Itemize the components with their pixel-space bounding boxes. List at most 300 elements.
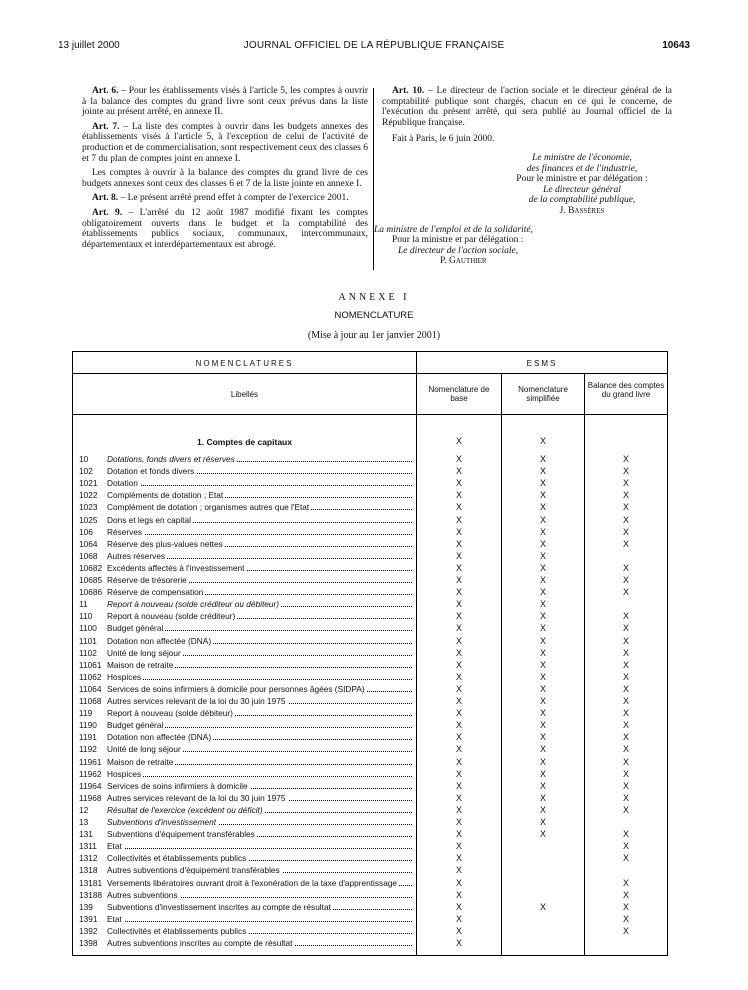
account-label-cell xyxy=(107,610,412,622)
fait-line: Fait à Paris, le 6 juin 2000. xyxy=(392,134,495,145)
annex-date: (Mise à jour au 1er janvier 2001) xyxy=(307,330,441,341)
account-code: 11064 xyxy=(79,683,102,694)
mark-x: X xyxy=(455,913,462,924)
account-label-cell xyxy=(107,598,412,610)
account-code: 1392 xyxy=(79,925,98,936)
table-row xyxy=(73,501,669,513)
table-row xyxy=(73,816,669,828)
account-code: 1318 xyxy=(79,865,98,876)
account-code: 1100 xyxy=(79,623,97,634)
mark-x: X xyxy=(455,792,462,803)
mark-x: X xyxy=(455,853,462,864)
mark-x: X xyxy=(539,732,546,743)
account-label-cell xyxy=(107,743,412,755)
article-label: Art. 9. xyxy=(92,207,123,218)
mark-x: X xyxy=(539,526,546,537)
account-label-cell xyxy=(107,707,412,719)
header-page-number: 10643 xyxy=(662,40,690,51)
mark-x: X xyxy=(622,732,629,743)
mark-x: X xyxy=(539,817,546,827)
table-row xyxy=(73,913,669,925)
nomenclature-table xyxy=(72,351,668,956)
mark-x: X xyxy=(455,436,462,446)
mark-x: X xyxy=(455,696,462,706)
mark-x: X xyxy=(622,925,629,936)
article-label: Art. 8. xyxy=(92,193,119,204)
mark-x: X xyxy=(455,490,462,501)
mark-x: X xyxy=(622,853,629,864)
table-row xyxy=(73,877,669,889)
account-label-cell xyxy=(107,852,412,864)
table-row xyxy=(73,671,669,683)
account-code: 11961 xyxy=(79,756,102,767)
article-paragraph xyxy=(82,122,368,164)
account-label: Dotation non affectée (DNA) xyxy=(107,732,212,743)
account-code: 106 xyxy=(79,526,93,537)
account-code: 1191 xyxy=(79,732,97,743)
table-row xyxy=(73,695,669,707)
table-row xyxy=(73,889,669,901)
account-label: Dotation xyxy=(107,478,138,489)
mark-x: X xyxy=(455,599,462,610)
table-row xyxy=(73,804,669,816)
signature-block-economy xyxy=(492,153,672,217)
account-label: Subventions d'investissement xyxy=(107,817,217,827)
account-label: Autres subventions inscrites au compte de résultat xyxy=(107,938,293,948)
account-code: 110 xyxy=(79,611,93,622)
mark-x: X xyxy=(622,514,629,525)
mark-x: X xyxy=(455,575,462,585)
account-code: 1068 xyxy=(79,550,98,561)
account-label: Report à nouveau (solde débiteur) xyxy=(107,708,233,719)
account-label: Budget général xyxy=(107,720,164,731)
account-label-cell xyxy=(107,901,412,913)
mark-x: X xyxy=(539,635,546,646)
account-label-cell xyxy=(107,635,412,647)
table-row xyxy=(73,901,669,913)
account-label-cell xyxy=(107,937,412,949)
account-label-cell xyxy=(107,659,412,671)
account-label: Complément de dotation ; organismes autres que l'Etat xyxy=(107,502,310,513)
mark-x: X xyxy=(539,599,546,610)
mark-x: X xyxy=(539,490,546,501)
table-row xyxy=(73,489,669,501)
account-code: 1190 xyxy=(79,720,97,731)
header-title: JOURNAL OFFICIEL DE LA RÉPUBLIQUE FRANÇAISE xyxy=(243,40,505,51)
mark-x: X xyxy=(622,478,629,489)
account-label-cell xyxy=(107,792,412,804)
mark-x: X xyxy=(455,454,462,464)
table-row xyxy=(73,840,669,852)
mark-x: X xyxy=(539,575,546,585)
table-row xyxy=(73,743,669,755)
account-label-cell xyxy=(107,756,412,768)
article-paragraph xyxy=(82,168,368,189)
mark-x: X xyxy=(455,865,462,876)
mark-x: X xyxy=(622,538,629,549)
account-code: 131 xyxy=(79,829,93,840)
account-code: 12 xyxy=(79,804,89,815)
dot-leader xyxy=(107,534,412,535)
account-code: 1312 xyxy=(79,853,98,864)
signature-line: Pour la ministre et par délégation : xyxy=(392,235,524,246)
account-label-cell xyxy=(107,538,412,550)
table-row xyxy=(73,659,669,671)
header-divider xyxy=(73,373,667,374)
article-label: Art. 6. xyxy=(92,86,119,96)
article-10 xyxy=(382,86,672,128)
signature-line: La ministre de l'emploi et de la solidarité, xyxy=(374,224,533,235)
dot-leader xyxy=(107,848,412,849)
mark-x: X xyxy=(539,744,546,755)
signature-line: Pour le ministre et par délégation : xyxy=(516,174,648,185)
article-text: – Le directeur de l'action sociale et le directeur général de la comptabilité publique sont chargés, chacun en ce qui le concerne, de l'exécution du présent arrêté, qui sera publié au Journal officiel de la République française. xyxy=(382,86,672,128)
table-row xyxy=(73,780,669,792)
mark-x: X xyxy=(539,659,546,670)
account-label: Hospices xyxy=(107,768,142,779)
mark-x: X xyxy=(622,792,629,803)
dot-leader xyxy=(107,679,412,680)
account-label: Dotation et fonds divers xyxy=(107,466,195,477)
mark-x: X xyxy=(622,780,629,791)
table-row xyxy=(73,635,669,647)
mark-x: X xyxy=(455,841,462,852)
account-label: Report à nouveau (solde créditeur) xyxy=(107,611,236,622)
header-base: Nomenclature de base xyxy=(428,385,490,403)
account-label-cell xyxy=(107,622,412,634)
mark-x: X xyxy=(622,575,629,585)
mark-x: X xyxy=(539,587,546,598)
account-label: Autres services relevant de la loi du 30 juin 1975 xyxy=(107,696,286,706)
account-label: Services de soins infirmiers à domicile pour personnes âgées (SIDPA) xyxy=(107,683,365,694)
account-label: Maison de retraite xyxy=(107,659,174,670)
account-code: 1064 xyxy=(79,538,98,549)
header-date: 13 juillet 2000 xyxy=(58,40,120,51)
account-code: 13188 xyxy=(79,889,103,900)
account-code: 1391 xyxy=(79,913,98,924)
table-row xyxy=(73,852,669,864)
header-divider xyxy=(73,414,667,415)
account-label-cell xyxy=(107,877,412,889)
mark-x: X xyxy=(622,720,629,731)
account-code: 10 xyxy=(79,454,89,464)
account-label-cell xyxy=(107,574,412,586)
table-row xyxy=(73,574,669,586)
article-text: – Pour les établissements visés à l'article 5, les comptes à ouvrir à la balance des comptes du grand livre sont ceux prévus dans la liste jointe au présent arrêté, en annexe II. xyxy=(82,86,368,118)
mark-x: X xyxy=(622,659,629,670)
mark-x: X xyxy=(622,526,629,537)
account-code: 11962 xyxy=(79,768,102,779)
account-label: Réserve de compensation xyxy=(107,587,204,598)
dot-leader xyxy=(107,485,412,486)
mark-x: X xyxy=(455,780,462,791)
account-label-cell xyxy=(107,768,412,780)
signature-line: P. Gauthier xyxy=(440,256,487,267)
account-label-cell xyxy=(107,501,412,513)
mark-x: X xyxy=(622,490,629,501)
account-label-cell xyxy=(107,465,412,477)
account-label-cell xyxy=(107,671,412,683)
account-label: Autres services relevant de la loi du 30 juin 1975 xyxy=(107,792,286,803)
account-code: 119 xyxy=(79,708,93,719)
mark-x: X xyxy=(622,804,629,815)
mark-x: X xyxy=(622,623,629,634)
table-row xyxy=(73,610,669,622)
mark-x: X xyxy=(455,708,462,719)
mark-x: X xyxy=(539,611,546,622)
header-balance: Balance des comptes du grand livre xyxy=(587,381,665,399)
mark-x: X xyxy=(455,889,462,900)
table-row xyxy=(73,622,669,634)
mark-x: X xyxy=(539,683,546,694)
mark-x: X xyxy=(539,478,546,489)
header-esms: ESMS xyxy=(526,359,558,368)
account-code: 139 xyxy=(79,901,93,912)
account-label: Collectivités et établissements publics xyxy=(107,853,247,864)
dot-leader xyxy=(107,921,412,922)
table-row xyxy=(73,707,669,719)
mark-x: X xyxy=(622,454,629,464)
mark-x: X xyxy=(622,877,629,888)
table-row xyxy=(73,925,669,937)
mark-x: X xyxy=(455,817,462,827)
mark-x: X xyxy=(539,436,546,446)
mark-x: X xyxy=(455,562,462,573)
mark-x: X xyxy=(455,925,462,936)
mark-x: X xyxy=(455,756,462,767)
mark-x: X xyxy=(539,756,546,767)
header-simplifiee: Nomenclature simplifiée xyxy=(518,385,568,403)
article-text: – L'arrêté du 12 août 1987 modifié fixant les comptes obligatoirement ouverts dans le budget et la comptabilité des établissements publics sociaux, communaux, intercommunaux, départementaux et interdépartementaux est abrogé. xyxy=(82,207,369,250)
signature-line: Le directeur de l'action sociale, xyxy=(398,245,519,256)
article-text: Les comptes à ouvrir à la balance des comptes du grand livre de ces budgets annexes sont ceux des classes 6 et 7 de la liste jointe en annexe I. xyxy=(82,168,368,189)
table-row xyxy=(73,792,669,804)
account-code: 11968 xyxy=(79,792,102,803)
account-code: 1101 xyxy=(79,635,97,646)
account-label-cell xyxy=(107,828,412,840)
account-code: 11061 xyxy=(79,659,102,670)
signature-line: J. Bassères xyxy=(559,205,605,216)
mark-x: X xyxy=(455,938,462,948)
account-label-cell xyxy=(107,586,412,598)
mark-x: X xyxy=(539,792,546,803)
mark-x: X xyxy=(622,671,629,682)
account-label-cell xyxy=(107,925,412,937)
account-label: Etat xyxy=(107,841,122,852)
account-label: Dons et legs en capital xyxy=(107,514,191,525)
account-code: 1022 xyxy=(79,490,98,501)
article-paragraph xyxy=(82,86,368,118)
account-code: 10685 xyxy=(79,575,103,585)
account-label-cell xyxy=(107,550,412,562)
account-code: 11964 xyxy=(79,780,102,791)
table-row xyxy=(73,477,669,489)
account-label-cell xyxy=(107,864,412,876)
account-label-cell xyxy=(107,489,412,501)
mark-x: X xyxy=(455,647,462,658)
table-row xyxy=(73,526,669,538)
mark-x: X xyxy=(455,478,462,489)
mark-x: X xyxy=(539,514,546,525)
account-code: 1102 xyxy=(79,647,97,658)
account-label: Excédents affectés à l'investissement xyxy=(107,562,245,573)
mark-x: X xyxy=(622,901,629,912)
table-row xyxy=(73,731,669,743)
table-row xyxy=(73,647,669,659)
table-row xyxy=(73,768,669,780)
table-row xyxy=(73,550,669,562)
mark-x: X xyxy=(539,708,546,719)
account-label-cell xyxy=(107,526,412,538)
mark-x: X xyxy=(539,804,546,815)
mark-x: X xyxy=(622,708,629,719)
account-code: 1021 xyxy=(79,478,98,489)
account-label-cell xyxy=(107,731,412,743)
mark-x: X xyxy=(622,841,629,852)
mark-x: X xyxy=(622,683,629,694)
mark-x: X xyxy=(622,502,629,513)
account-label: Dotation non affectée (DNA) xyxy=(107,635,212,646)
account-code: 11068 xyxy=(79,696,102,706)
account-label-cell xyxy=(107,889,412,901)
mark-x: X xyxy=(622,913,629,924)
article-text: – La liste des comptes à ouvrir dans les budgets annexes des établissements visés à l'article 5, à l'exception de celui de l'activité de production et de commercialisation, sont respectivement ceux des classes 6 et 7 du plan de comptes joint en annexe I. xyxy=(82,121,368,164)
table-row xyxy=(73,598,669,610)
mark-x: X xyxy=(539,466,546,477)
signature-line: des finances et de l'industrie, xyxy=(526,163,638,174)
mark-x: X xyxy=(622,647,629,658)
account-label: Unité de long séjour xyxy=(107,744,181,755)
mark-x: X xyxy=(622,744,629,755)
account-label: Réserves xyxy=(107,526,143,537)
account-code: 10682 xyxy=(79,562,103,573)
mark-x: X xyxy=(539,829,546,840)
account-label-cell xyxy=(107,562,412,574)
mark-x: X xyxy=(455,635,462,646)
table-row xyxy=(73,453,669,465)
mark-x: X xyxy=(455,538,462,549)
mark-x: X xyxy=(539,780,546,791)
account-code: 1311 xyxy=(79,841,97,852)
category-heading: 1. Comptes de capitaux xyxy=(197,437,292,447)
account-code: 13 xyxy=(79,817,89,827)
account-label-cell xyxy=(107,804,412,816)
account-label-cell xyxy=(107,719,412,731)
mark-x: X xyxy=(455,526,462,537)
mark-x: X xyxy=(539,538,546,549)
header-libelles: Libellés xyxy=(230,390,259,399)
mark-x: X xyxy=(622,611,629,622)
mark-x: X xyxy=(539,901,546,912)
account-label: Report à nouveau (solde créditeur ou débiteur) xyxy=(107,599,280,610)
table-row xyxy=(73,937,669,949)
left-column xyxy=(82,86,368,254)
mark-x: X xyxy=(455,720,462,731)
mark-x: X xyxy=(455,514,462,525)
mark-x: X xyxy=(539,550,546,561)
table-row xyxy=(73,562,669,574)
table-row xyxy=(73,514,669,526)
mark-x: X xyxy=(622,587,629,598)
mark-x: X xyxy=(455,732,462,743)
mark-x: X xyxy=(455,466,462,477)
right-column xyxy=(374,86,672,267)
account-label: Maison de retraite xyxy=(107,756,174,767)
mark-x: X xyxy=(455,623,462,634)
mark-x: X xyxy=(539,720,546,731)
account-label: Autres subventions d'équipement transférables xyxy=(107,865,280,876)
table-row xyxy=(73,465,669,477)
table-row xyxy=(73,756,669,768)
annex-subtitle: NOMENCLATURE xyxy=(334,310,414,321)
table-row xyxy=(73,586,669,598)
table-row xyxy=(73,864,669,876)
signature-line: Le ministre de l'économie, xyxy=(532,152,632,163)
mark-x: X xyxy=(622,889,629,900)
account-label: Unité de long séjour xyxy=(107,647,181,658)
account-label-cell xyxy=(107,514,412,526)
mark-x: X xyxy=(539,647,546,658)
account-label-cell xyxy=(107,913,412,925)
account-code: 1025 xyxy=(79,514,98,525)
mark-x: X xyxy=(455,611,462,622)
mark-x: X xyxy=(455,659,462,670)
signature-line: Le directeur général xyxy=(543,184,621,195)
account-label: Résultat de l'exercice (excédent ou déficit) xyxy=(107,804,263,815)
account-code: 13181 xyxy=(79,877,103,888)
article-label: Art. 10. xyxy=(392,86,425,96)
article-text: – Le présent arrêté prend effet à compter de l'exercice 2001. xyxy=(118,193,349,204)
signature-line: de la comptabilité publique, xyxy=(528,195,636,206)
mark-x: X xyxy=(539,454,546,464)
mark-x: X xyxy=(622,768,629,779)
mark-x: X xyxy=(622,696,629,706)
mark-x: X xyxy=(539,623,546,634)
table-row xyxy=(73,538,669,550)
annex-title: ANNEXE I xyxy=(338,292,410,303)
article-label: Art. 7. xyxy=(92,121,120,132)
mark-x: X xyxy=(539,562,546,573)
mark-x: X xyxy=(455,768,462,779)
account-code: 1192 xyxy=(79,744,97,755)
mark-x: X xyxy=(622,635,629,646)
account-label-cell xyxy=(107,780,412,792)
page-header xyxy=(58,40,690,54)
article-paragraph xyxy=(82,208,368,250)
account-label-cell xyxy=(107,683,412,695)
account-label: Compléments de dotation ; Etat xyxy=(107,490,224,501)
mark-x: X xyxy=(539,696,546,706)
mark-x: X xyxy=(622,829,629,840)
table-row xyxy=(73,828,669,840)
account-code: 102 xyxy=(79,466,93,477)
account-label-cell xyxy=(107,477,412,489)
mark-x: X xyxy=(455,744,462,755)
account-label: Subventions d'investissement inscrites au compte de résultat xyxy=(107,901,331,912)
account-label-cell xyxy=(107,816,412,828)
account-label: Versements libératoires ouvrant droit à l'exonération de la taxe d'apprentissage xyxy=(107,877,398,888)
mark-x: X xyxy=(455,587,462,598)
account-code: 11 xyxy=(79,599,88,610)
dot-leader xyxy=(107,776,412,777)
mark-x: X xyxy=(455,901,462,912)
article-paragraph xyxy=(82,193,368,204)
signature-block-employment xyxy=(374,225,672,267)
account-label: Hospices xyxy=(107,671,142,682)
account-label: Collectivités et établissements publics xyxy=(107,925,247,936)
account-label: Réserve de trésorerie xyxy=(107,575,187,585)
account-label: Services de soins infirmiers à domicile xyxy=(107,780,248,791)
